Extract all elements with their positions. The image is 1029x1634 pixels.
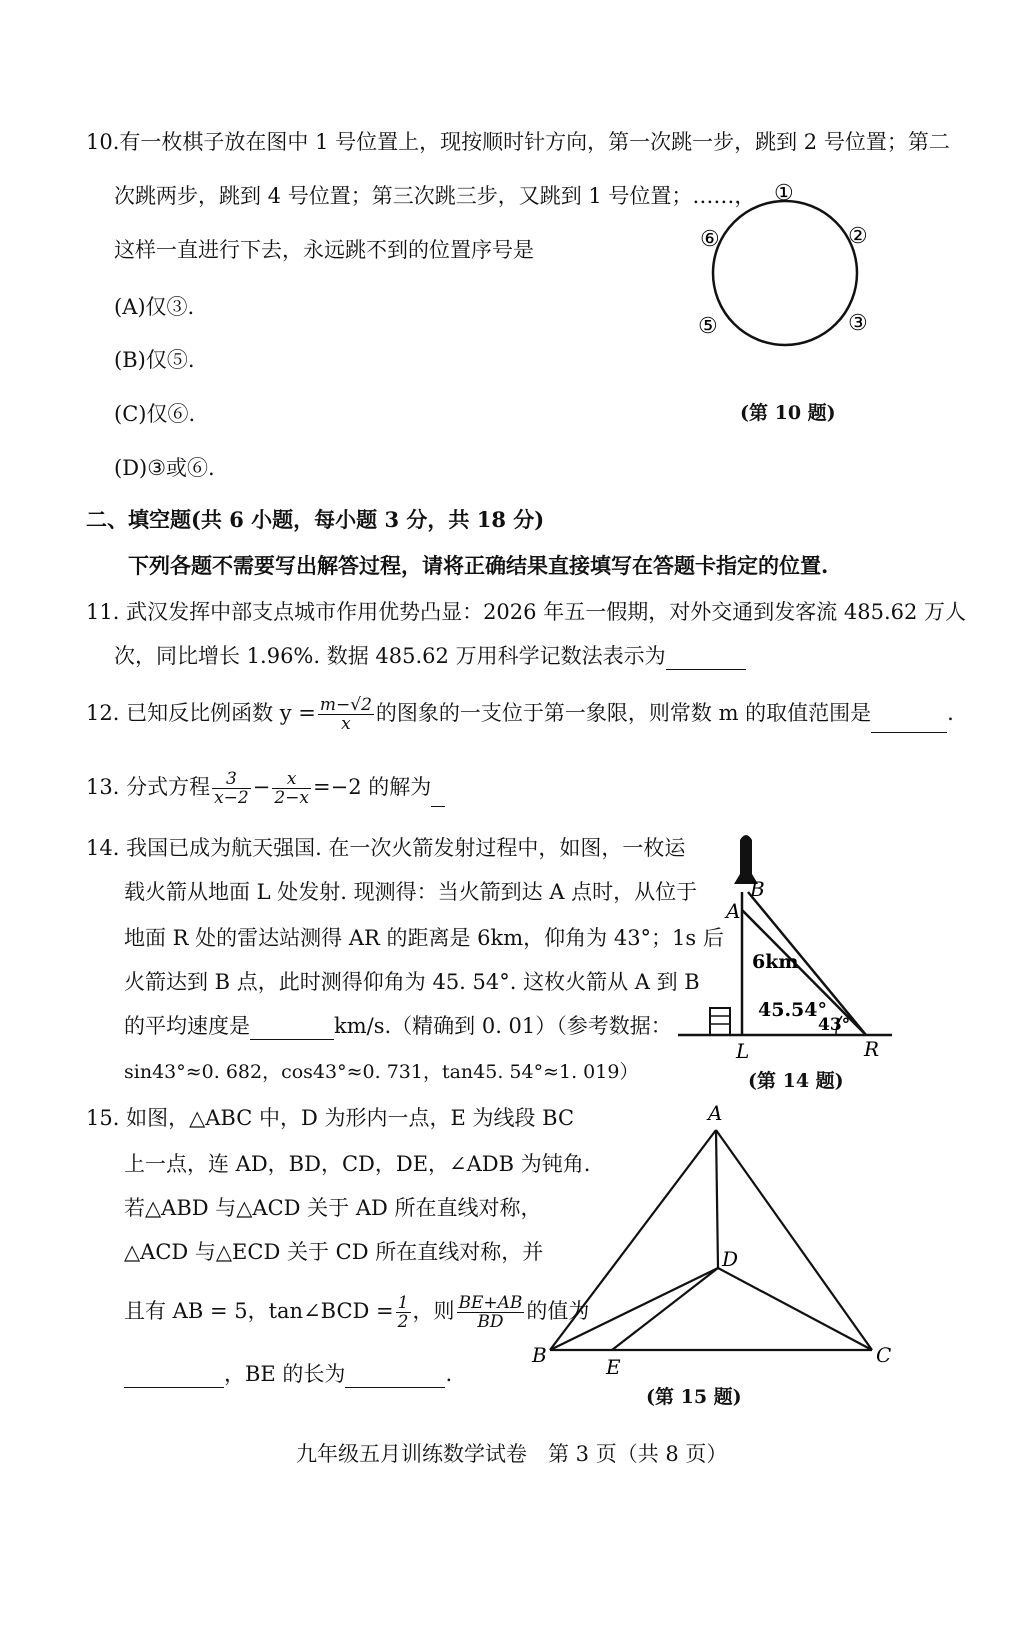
label-6km: 6km [752, 951, 799, 973]
q14-line3: 地面 R 处的雷达站测得 AR 的距离是 6km，仰角为 43°；1s 后 [124, 926, 724, 950]
segment-de [612, 1268, 718, 1350]
q10-line1: 10.有一枚棋子放在图中 1 号位置上，现按顺时针方向，第一次跳一步，跳到 2 号位置；第二 [86, 130, 950, 154]
q14-line6: sin43°≈0. 682，cos43°≈0. 731，tan45. 54°≈1. 019） [124, 1061, 639, 1083]
q10-option-d: (D)③或⑥. [114, 456, 215, 480]
side-ab [550, 1130, 716, 1350]
segment-ad [716, 1130, 718, 1268]
label-l: L [736, 1039, 750, 1063]
q15-answer-blank-1[interactable] [124, 1365, 224, 1388]
q13-frac1-den: x−2 [214, 788, 249, 808]
building-icon [710, 1008, 730, 1035]
q15-ratio-num: BE+AB [458, 1293, 523, 1313]
q15-line2: 上一点，连 AD，BD，CD，DE，∠ADB 为钝角. [124, 1152, 591, 1176]
q13-suffix: =−2 的解为 [313, 775, 432, 799]
label-angle-4554: 45.54° [758, 999, 827, 1021]
label-r: R [864, 1037, 880, 1061]
q15-ratio [457, 1294, 525, 1331]
q15-half-num: 1 [397, 1293, 409, 1313]
q14-line2: 载火箭从地面 L 处发射. 现测得：当火箭到达 A 点时，从位于 [124, 880, 698, 904]
q10-option-c: (C)仅⑥. [114, 402, 196, 426]
q15-half-den: 2 [397, 1312, 409, 1332]
q10-pos-1: ① [774, 181, 794, 206]
q13-fraction-1 [212, 770, 251, 807]
q15-half [396, 1294, 411, 1331]
q13-frac2-num: x [272, 770, 311, 789]
q13-fraction-2 [272, 770, 311, 807]
side-ac [716, 1130, 872, 1350]
label-d: D [722, 1247, 739, 1271]
q12-suffix: 的图象的一支位于第一象限，则常数 m 的取值范围是 [375, 701, 872, 725]
q15-ratio-den: BD [477, 1312, 504, 1332]
q10-circle-figure [690, 170, 890, 370]
label-b: B [750, 877, 765, 901]
q14-line1: 14. 我国已成为航天强国. 在一次火箭发射过程中，如图，一枚运 [86, 836, 686, 860]
q14-line5 [124, 1012, 672, 1040]
q14-rocket-figure [676, 830, 900, 1070]
q10-pos-3: ③ [848, 311, 868, 336]
q12-line [86, 696, 954, 733]
q15-caption: (第 15 题) [646, 1386, 742, 1408]
q10-pos-5: ⑤ [698, 314, 718, 339]
q12-fraction [318, 696, 374, 733]
q13-frac1-num: 3 [212, 770, 251, 789]
q13-prefix: 13. 分式方程 [86, 775, 211, 799]
q15-line5b: ，则 [412, 1299, 455, 1323]
q12-denominator: x [341, 714, 351, 734]
q12-answer-blank[interactable] [871, 710, 947, 733]
q15-line6-end: . [445, 1362, 453, 1386]
q13-answer-blank[interactable] [431, 784, 445, 807]
q13-minus: − [252, 775, 271, 799]
q14-answer-blank[interactable] [250, 1017, 334, 1040]
label-c: C [876, 1343, 892, 1367]
q15-line1: 15. 如图，△ABC 中，D 为形内一点，E 为线段 BC [86, 1106, 575, 1130]
q12-numerator: m−√2 [319, 695, 372, 715]
q11-line2 [114, 642, 746, 670]
q15-line5c: 的值为 [526, 1299, 590, 1323]
q11-answer-blank[interactable] [666, 647, 746, 670]
label-e: E [606, 1355, 621, 1379]
q15-line6-text: ，BE 的长为 [224, 1362, 346, 1386]
q10-pos-6: ⑥ [700, 227, 720, 252]
q15-answer-blank-2[interactable] [345, 1365, 445, 1388]
q10-option-a: (A)仅③. [114, 295, 195, 319]
label-angle-43: 43° [818, 1015, 851, 1035]
q12-end: . [947, 701, 954, 725]
page-footer: 九年级五月训练数学试卷 第 3 页（共 8 页） [296, 1442, 728, 1466]
segment-bd [550, 1268, 718, 1350]
label-b: B [532, 1343, 547, 1367]
q10-line3: 这样一直进行下去，永远跳不到的位置序号是 [114, 238, 534, 262]
q15-line5a: 且有 AB = 5，tan∠BCD = [124, 1299, 394, 1323]
label-a: A [708, 1101, 723, 1125]
q11-line2-text: 次，同比增长 1.96%. 数据 485.62 万用科学记数法表示为 [114, 644, 666, 668]
q15-line3: 若△ABD 与△ACD 关于 AD 所在直线对称， [124, 1196, 542, 1220]
q15-line6 [124, 1360, 452, 1388]
segment-cd [718, 1268, 872, 1350]
q15-line4: △ACD 与△ECD 关于 CD 所在直线对称，并 [124, 1240, 544, 1264]
label-a: A [726, 899, 741, 923]
q10-circle [713, 201, 857, 345]
q14-caption: (第 14 题) [748, 1070, 844, 1092]
q14-line5a: 的平均速度是 [124, 1014, 250, 1038]
section2-title: 二、填空题(共 6 小题，每小题 3 分，共 18 分) [86, 507, 545, 532]
q10-pos-2: ② [848, 224, 868, 249]
q12-prefix: 12. 已知反比例函数 y = [86, 701, 316, 725]
q14-line4: 火箭达到 B 点，此时测得仰角为 45. 54°. 这枚火箭从 A 到 B [124, 970, 700, 994]
q15-triangle-figure [520, 1100, 900, 1390]
q10-option-b: (B)仅⑤. [114, 348, 195, 372]
section2-instruction: 下列各题不需要写出解答过程，请将正确结果直接填写在答题卡指定的位置. [128, 553, 829, 578]
q14-line5b: km/s.（精确到 0. 01）（参考数据： [334, 1014, 672, 1038]
q11-line1: 11. 武汉发挥中部支点城市作用优势凸显：2026 年五一假期，对外交通到发客流 485.62 万人 [86, 600, 967, 624]
q13-frac2-den: 2−x [274, 788, 309, 808]
q13-line [86, 770, 445, 807]
q10-caption: (第 10 题) [740, 402, 836, 424]
q10-line2: 次跳两步，跳到 4 号位置；第三次跳三步，又跳到 1 号位置；……， [114, 184, 756, 208]
